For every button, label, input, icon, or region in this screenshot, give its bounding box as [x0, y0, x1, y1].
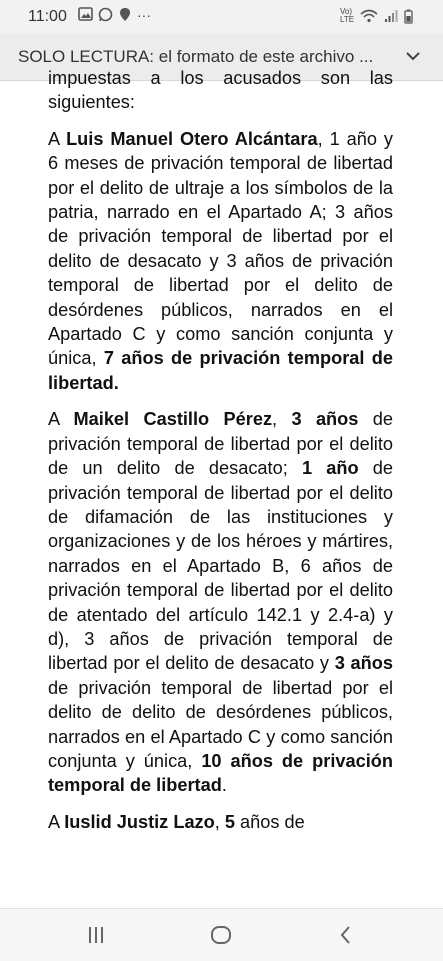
paragraph-partial-top: impuestas a los acusados son las siguientes:	[48, 68, 393, 113]
location-icon	[118, 7, 132, 22]
more-icon: ···	[137, 7, 151, 23]
recent-apps-button[interactable]	[81, 921, 111, 949]
signal-icon	[384, 9, 398, 23]
system-icons	[340, 8, 413, 24]
navigation-bar	[0, 908, 443, 961]
home-button[interactable]	[206, 921, 236, 949]
recent-apps-icon	[86, 926, 106, 944]
read-only-banner-text: SOLO LECTURA: el formato de este archivo ...	[18, 47, 374, 66]
defendant-name: Luis Manuel Otero Alcántara	[66, 128, 318, 149]
whatsapp-icon	[98, 7, 113, 22]
network-label: Vo) LTE	[340, 7, 355, 24]
defendant-name: Maikel Castillo Pérez	[73, 409, 273, 430]
document-content	[48, 66, 393, 846]
chevron-down-icon[interactable]	[403, 46, 423, 66]
home-icon	[210, 924, 232, 946]
battery-icon	[404, 9, 413, 24]
back-button[interactable]	[331, 921, 361, 949]
paragraph-luis-manuel: A Luis Manuel Otero Alcántara, 1 año y 6 meses de privación temporal de libertad por el delito de ultraje a los símbolos de la patria, narrado en el Apartado A; 3 años de privación temporal de libertad por el delito de desacato y 3 años de privación temporal de libertad por el delito de desórdenes públicos, narrados en el Apartado C y como sanción conjunta y única, 7 años de privación temporal de libertad.	[48, 128, 393, 393]
back-icon	[338, 925, 354, 945]
paragraph-maikel-castillo: A Maikel Castillo Pérez, 3 años de privación temporal de libertad por el delito de un delito de desacato; 1 año de privación temporal de libertad por el delito de difamación de las instituciones y organizaciones y de los héroes y mártires, narrados en el Apartado B, 6 años de privación temporal de libertad por el delito de atentado del artículo 142.1 y 2.4-a) y d), 3 años de privación temporal de libertad por el delito de desacato y 3 años de privación temporal de libertad por el delito de delito de desórdenes públicos, narrados en el Apartado C y como sanción conjunta y única, 10 años de privación temporal de libertad.	[48, 409, 393, 796]
sentence-total: 7 años de privación temporal de libertad.	[48, 348, 393, 393]
status-bar	[0, 0, 443, 34]
status-time: 11:00	[28, 8, 67, 25]
sentence-total: 10 años de privación temporal de libertad	[48, 750, 393, 796]
notification-icons	[78, 7, 151, 23]
image-icon	[78, 7, 93, 21]
document-view[interactable]	[0, 68, 443, 908]
paragraph-partial-bottom: A Iuslid Justiz Lazo, 5 años de	[48, 811, 305, 832]
defendant-name: Iuslid Justiz Lazo	[64, 811, 215, 832]
wifi-icon	[360, 9, 378, 23]
